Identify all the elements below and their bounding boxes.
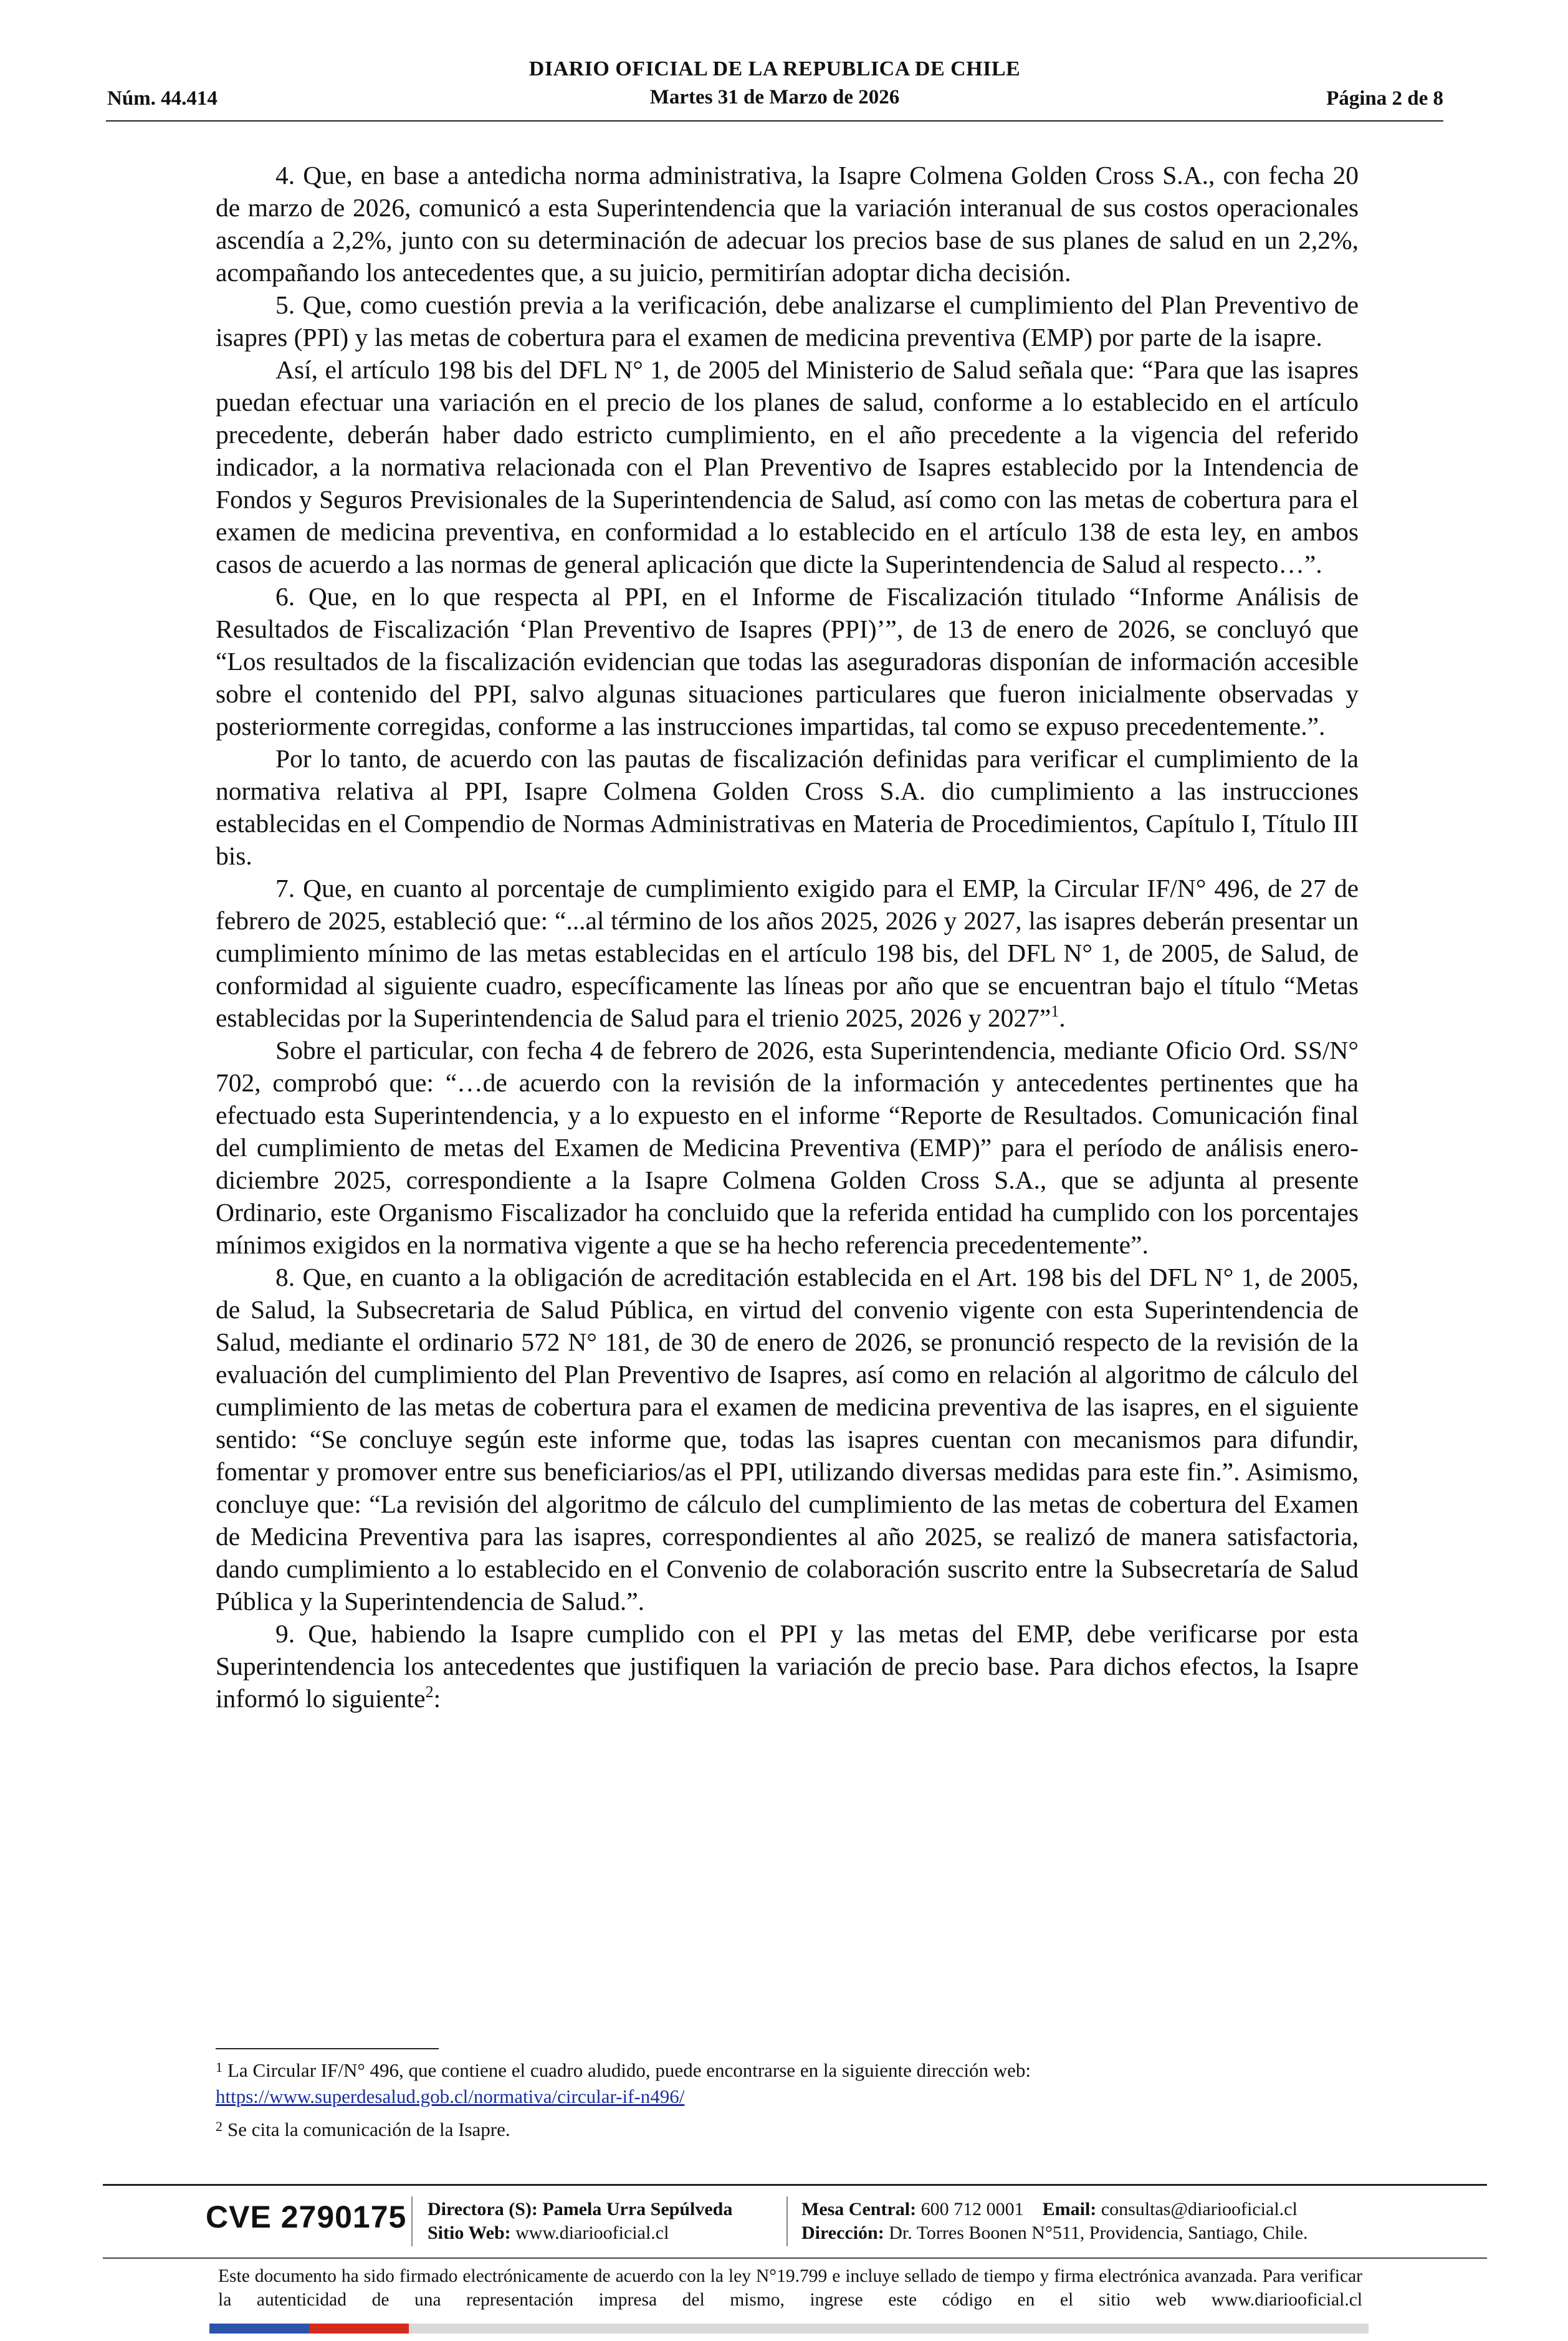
footnote-2-number: 2 [216, 2118, 222, 2134]
footnote-2 [216, 2114, 1359, 2143]
footer-editorial [428, 2198, 732, 2245]
footer-separator [786, 2196, 788, 2246]
footnote-divider [216, 2048, 439, 2049]
paragraph-4: 4. Que, en base a antedicha norma administrativa, la Isapre Colmena Golden Cross S.A., con fecha 20 de marzo de 2026, comunicó a esta Superintendencia que la variación interanual de sus costos operacionales ascendía a 2,2%, junto con su determinación de adecuar los precios base de sus planes de salud en un 2,2%, acompañando los antecedentes que, a su juicio, permitirían adoptar dicha decisión. [216, 161, 1359, 287]
flag-stripe-gray [409, 2324, 1369, 2334]
footer-separator [411, 2196, 413, 2246]
paragraph-7-end: . [1059, 1003, 1066, 1032]
paragraph-6-cont: Por lo tanto, de acuerdo con las pautas de fiscalización definidas para verificar el cumplimiento de la normativa relativa al PPI, Isapre Colmena Golden Cross S.A. dio cumplimiento a las instrucciones establecidas en el Compendio de Normas Administrativas en Materia de Procedimientos, Capítulo I, Título III bis. [216, 744, 1359, 870]
site-value[interactable]: www.diariooficial.cl [515, 2223, 669, 2243]
email-label: Email: [1042, 2199, 1097, 2219]
director-name: Pamela Urra Sepúlveda [542, 2199, 733, 2219]
issue-number: Núm. 44.414 [107, 87, 218, 110]
phone-value: 600 712 0001 [920, 2199, 1024, 2219]
publication-title: DIARIO OFICIAL DE LA REPUBLICA DE CHILE [528, 57, 1021, 80]
address-label: Dirección: [801, 2223, 884, 2243]
paragraph-8: 8. Que, en cuanto a la obligación de acreditación establecida en el Art. 198 bis del DFL N° 1, de 2005, de Salud, la Subsecretaria de Salud Pública, en virtud del convenio vigente con esta Superintendencia de Salud, mediante el ordinario 572 N° 181, de 30 de enero de 2026, se pronunció respecto de la revisión de la evaluación del cumplimiento del Plan Preventivo de Isapres, así como en relación al algoritmo de cálculo del cumplimiento de las metas de cobertura para el examen de medicina preventiva de las isapres, en el siguiente sentido: “Se concluye según este informe que, todas las isapres cuentan con mecanismos para difundir, fomentar y promover entre sus beneficiarios/as el PPI, utilizando diversas medidas para este fin.”. Asimismo, concluye que: “La revisión del algoritmo de cálculo del cumplimiento de las metas de cobertura del Examen de Medicina Preventiva para las isapres, correspondientes al año 2025, se realizó de manera satisfactoria, dando cumplimiento a lo establecido en el Convenio de colaboración suscrito entre la Subsecretaría de Salud Pública y la Superintendencia de Salud.”. [216, 1263, 1359, 1616]
email-value[interactable]: consultas@diariooficial.cl [1101, 2199, 1298, 2219]
footnote-ref-1[interactable]: 1 [1051, 1002, 1059, 1020]
footnote-2-text: Se cita la comunicación de la Isapre. [227, 2118, 510, 2140]
paragraph-5-cont: Así, el artículo 198 bis del DFL N° 1, de 2005 del Ministerio de Salud señala que: “Para que las isapres puedan efectuar una variación en el precio de los planes de salud, conforme a lo establecido en el artículo precedente, deberán haber dado estricto cumplimiento, en el año precedente a la vigencia del referido indicador, a la normativa relacionada con el Plan Preventivo de Isapres establecido por la Intendencia de Fondos y Seguros Previsionales de la Superintendencia de Salud, así como con las metas de cobertura para el examen de medicina preventiva, en conformidad a lo establecido en el artículo 138 de esta ley, en ambos casos de acuerdo a las normas de general aplicación que dicte la Superintendencia de Salud al respecto…”. [216, 355, 1359, 578]
footer-contact [801, 2198, 1308, 2245]
publication-date: Martes 31 de Marzo de 2026 [649, 86, 900, 108]
page-indicator: Página 2 de 8 [1326, 87, 1443, 110]
phone-label: Mesa Central: [801, 2199, 917, 2219]
address-value: Dr. Torres Boonen N°511, Providencia, Santiago, Chile. [889, 2223, 1308, 2243]
header-divider [106, 120, 1443, 122]
site-label: Sitio Web: [428, 2223, 511, 2243]
paragraph-9 [216, 1617, 1359, 1715]
signature-notice: Este documento ha sido firmado electrónicamente de acuerdo con la ley N°19.799 e incluye sellado de tiempo y firma electrónica avanzada. Para verificar la autenticidad de una representación impresa del mismo, ingrese este código en el sitio web www.diariooficial.cl [218, 2266, 1362, 2310]
footnote-1 [216, 2054, 1359, 2110]
flag-stripe-red [309, 2324, 409, 2334]
document-body [216, 159, 1359, 1715]
footnote-1-number: 1 [216, 2059, 222, 2075]
flag-stripe [209, 2324, 1369, 2334]
director-label: Directora (S): [428, 2199, 538, 2219]
paragraph-6: 6. Que, en lo que respecta al PPI, en el Informe de Fiscalización titulado “Informe Análisis de Resultados de Fiscalización ‘Plan Preventivo de Isapres (PPI)’”, de 13 de enero de 2026, se concluyó que “Los resultados de la fiscalización evidencian que todas las aseguradoras disponían de información accesible sobre el contenido del PPI, salvo algunas situaciones particulares que fueron inicialmente observadas y posteriormente corregidas, conforme a las instrucciones impartidas, tal como se expuso precedentemente.”. [216, 582, 1359, 740]
footer-divider-bottom [103, 2257, 1487, 2259]
paragraph-7-cont: Sobre el particular, con fecha 4 de febrero de 2026, esta Superintendencia, mediante Oficio Ord. SS/N° 702, comprobó que: “…de acuerdo con la revisión de la información y antecedentes pertinentes que ha efectuado esta Superintendencia, y a lo expuesto en el informe “Reporte de Resultados. Comunicación final del cumplimiento de metas del Examen de Medicina Preventiva (EMP)” para el período de análisis enero-diciembre 2025, correspondiente a la Isapre Colmena Golden Cross S.A., que se adjunta al presente Ordinario, este Organismo Fiscalizador ha concluido que la referida entidad ha cumplido con los porcentajes mínimos exigidos en la normativa vigente a que se ha hecho referencia precedentemente”. [216, 1036, 1359, 1259]
circular-link[interactable]: https://www.superdesalud.gob.cl/normativa/circular-if-n496/ [216, 2085, 685, 2107]
footnotes [216, 2054, 1359, 2147]
paragraph-9-text: 9. Que, habiendo la Isapre cumplido con el PPI y las metas del EMP, debe verificarse por esta Superintendencia los antecedentes que justifiquen la variación de precio base. Para dichos efectos, la Isapre informó lo siguiente [216, 1619, 1359, 1713]
cve-code: CVE 2790175 [206, 2200, 407, 2234]
footnote-ref-2[interactable]: 2 [425, 1683, 434, 1701]
paragraph-9-end: : [433, 1684, 441, 1713]
paragraph-7 [216, 872, 1359, 1034]
footer-divider-top [103, 2184, 1487, 2186]
flag-stripe-blue [209, 2324, 309, 2334]
paragraph-7-text: 7. Que, en cuanto al porcentaje de cumplimiento exigido para el EMP, la Circular IF/N° 496, de 27 de febrero de 2025, estableció que: “...al término de los años 2025, 2026 y 2027, las isapres deberán presentar un cumplimiento mínimo de las metas establecidas en el artículo 198 bis, del DFL N° 1, de 2005, de Salud, de conformidad al siguiente cuadro, específicamente las líneas por año que se encuentran bajo el título “Metas establecidas por la Superintendencia de Salud para el trienio 2025, 2026 y 2027” [216, 874, 1359, 1032]
paragraph-5: 5. Que, como cuestión previa a la verificación, debe analizarse el cumplimiento del Plan Preventivo de isapres (PPI) y las metas de cobertura para el examen de medicina preventiva (EMP) por parte de la isapre. [216, 290, 1359, 352]
footnote-1-text: La Circular IF/N° 496, que contiene el cuadro aludido, puede encontrarse en la siguiente dirección web: [227, 2059, 1031, 2081]
page-header [106, 55, 1443, 120]
